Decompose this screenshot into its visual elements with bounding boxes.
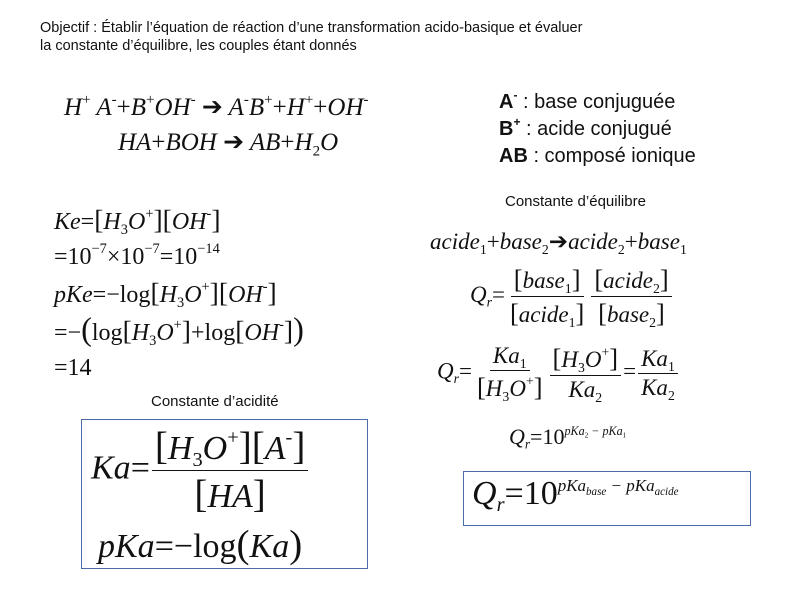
objectif-line-1: Objectif : Établir l’équation de réaction d’une transformation acido-basique et évaluer [40,20,583,36]
pke-expansion: $=-(\log[H_3O^+]+\log[OH^-])$ [54,312,304,350]
reaction-arrow-icon: ➔ [548,229,569,255]
objectif-text [40,19,680,55]
legend-acide-conjugue: B+ : acide conjugué [499,115,672,140]
ke-value: $=10^{-7}\times 10^{-7}=10^{-14}$ [54,241,220,270]
qr-box [463,471,751,526]
ka-box [81,419,368,569]
pke-definition: $pKe=-\log[H_3O^+][OH^-]$ [54,277,277,312]
pka-definition: pKa=−log(Ka) [98,523,303,566]
ke-derivation [54,202,304,386]
ka-definition: Ka= $\frac{[H_3O^+][A^-]}{[HA]}$ [91,424,310,517]
objectif-line-2: la constante d’équilibre, les couples étant donnés [40,38,357,54]
qr-ka-ratio: $Q_r=$ $\frac{Ka_1}{[H_3O^+]}$ $\frac{[H_3O^+]}{Ka_2}$ = $\frac{Ka_1}{Ka_2}$ [437,343,680,403]
reaction-equation-molecular: HA+BOH ➔ $AB+H_2O$ [118,127,339,160]
qr-power: $Q_r=10^{pKa_2 - pKa_1}$ [509,423,627,452]
equilibre-reaction: acide$_1$+base$_2$➔acide$_2$+base$_1$ [430,229,687,257]
qr-definition: $Q_r=$ $\frac{[base_1]}{[acide_1]}$ $\frac{[acide_2]}{[base_2]}$ [470,264,674,329]
reaction-equation-ions: H+ A-+B+OH- ➔ A-B++H++OH- [64,91,369,121]
legend-compose-ionique: AB : composé ionique [499,145,696,167]
qr-result: $Q_r=10^{pKa_{base} - pKa_{acide}}$ [472,475,679,517]
reaction-arrow-icon: ➔ [201,92,223,121]
reaction-arrow-icon: ➔ [223,127,245,156]
legend [499,89,696,170]
caption-constante-equilibre: Constante d’équilibre [505,193,646,210]
legend-base-conjuguee: A- : base conjuguée [499,88,676,113]
caption-constante-acidite: Constante d’acidité [151,393,279,410]
ke-definition: $Ke=[H_3O^+][OH^-]$ [54,204,221,239]
pke-value: =14 [54,355,92,381]
